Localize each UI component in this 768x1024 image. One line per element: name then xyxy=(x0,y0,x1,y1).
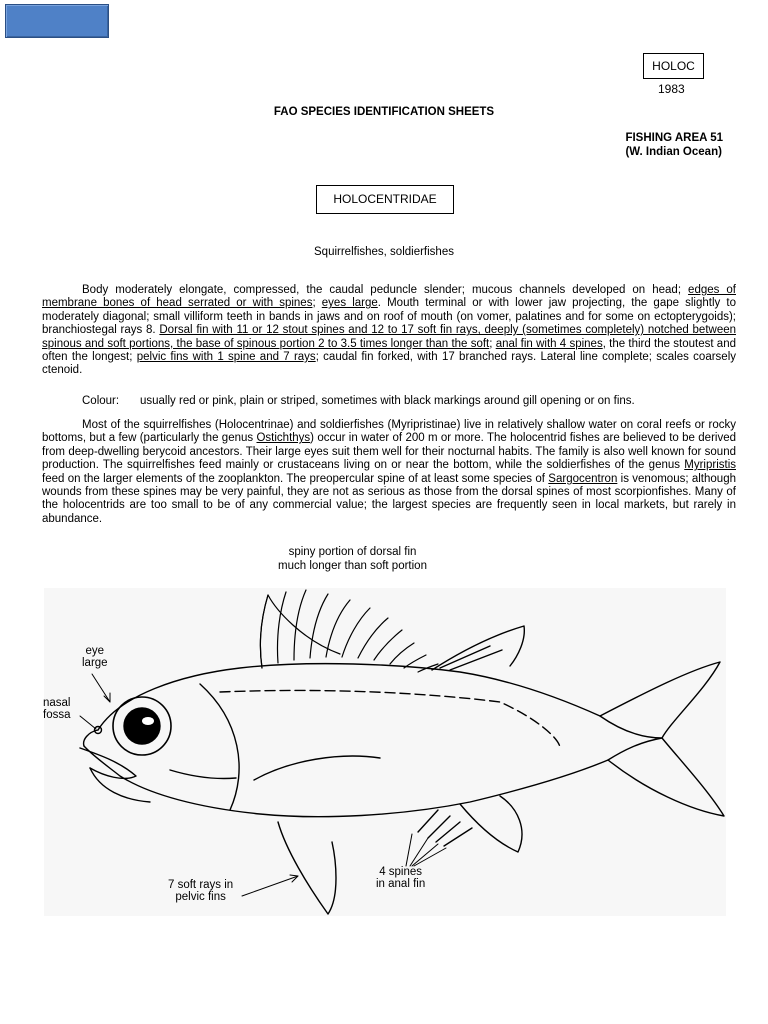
figure-caption-line: spiny portion of dorsal fin xyxy=(288,546,417,558)
description-text: Body moderately elongate, compressed, the caudal peduncle slender; mucous channels developed on head; xyxy=(82,284,689,296)
label-line: large xyxy=(82,657,108,669)
habits-text: Most of the squirrelfishes (Holocentrinae) and soldierfishes (Myripristinae) live in relatively shallow water on coral reefs or rocky bottoms, but a few (particularly the genus xyxy=(42,419,736,445)
common-names: Squirrelfishes, soldierfishes xyxy=(314,246,454,258)
colour-line xyxy=(82,395,635,407)
habits-text: feed on the larger elements of the zooplankton. The preopercular spine of at least some species of xyxy=(42,472,549,485)
key-feature-dorsal-fin: Dorsal fin with 11 or 12 stout spines and 12 to 17 soft fin rays, deeply (sometimes completely) notched between spinous and soft portions, the base of spinous portion 2 to 3.5 times longer than the soft xyxy=(42,324,737,350)
key-feature-anal-fin: anal fin with 4 spines xyxy=(495,337,603,350)
genus-sargocentron: Sargocentron xyxy=(548,472,618,485)
key-feature-head-spines: edges of membrane bones of head serrated or with spines xyxy=(42,284,736,310)
sheet-code-box: HOLOC xyxy=(643,53,704,79)
description-text: , the third the stoutest and often the longest; xyxy=(42,337,736,364)
colour-label: Colour: xyxy=(82,395,120,407)
fishing-area-region: (W. Indian Ocean) xyxy=(625,146,722,158)
description-paragraph xyxy=(42,284,736,378)
description-text: ; xyxy=(489,337,496,350)
label-line: 4 spines xyxy=(379,866,423,878)
genus-myripristis: Myripristis xyxy=(684,459,736,472)
label-line: eye xyxy=(85,645,105,657)
label-pelvic-rays xyxy=(168,879,233,903)
label-line: in anal fin xyxy=(376,878,426,890)
label-line: nasal xyxy=(43,697,71,709)
fishing-area xyxy=(625,131,723,159)
nav-button[interactable] xyxy=(5,4,109,38)
description-text: ; caudal fin forked, with 17 branched rays. Lateral line complete; scales coarsely ctenoid. xyxy=(42,351,736,377)
family-name-box: HOLOCENTRIDAE xyxy=(316,185,454,214)
key-feature-eyes: eyes large xyxy=(321,297,378,310)
label-line: 7 soft rays in xyxy=(168,879,234,891)
habits-text: is venomous; although wounds from these spines may be very painful, they are not as serious as those from the dorsal spines of most scorpionfishes. Many of the holocentrids are too small to be of any commercial value; the largest species are frequently seen in local markets, but rarely in abundance. xyxy=(42,472,736,525)
fishing-area-number: FISHING AREA 51 xyxy=(625,132,723,144)
genus-ostichthys: Ostichthys xyxy=(256,432,311,445)
label-anal-spines xyxy=(376,866,425,890)
description-text: ; xyxy=(312,297,322,310)
sheets-title: FAO SPECIES IDENTIFICATION SHEETS xyxy=(273,106,495,118)
description-text: . Mouth terminal or with lower jaw projecting, the gape slightly to moderately diagonal; small villiform teeth in bands in jaws and on roof of mouth (on vomer, palatines and for some on ectopterygoids); branchiostegal rays 8. xyxy=(42,297,736,337)
label-line: fossa xyxy=(43,709,71,721)
sheet-year: 1983 xyxy=(658,82,685,96)
figure-caption-line: much longer than soft portion xyxy=(278,559,427,572)
figure-caption-dorsal xyxy=(250,546,455,573)
colour-text: usually red or pink, plain or striped, sometimes with black markings around gill opening or on fins. xyxy=(140,395,635,407)
habits-paragraph xyxy=(42,419,736,526)
key-feature-pelvic-fins: pelvic fins with 1 spine and 7 rays xyxy=(136,351,316,364)
label-nasal-fossa xyxy=(43,697,71,721)
habits-text: ) occur in water of 200 m or more. The holocentrid fishes are believed to be derived from deep-dwelling berycoid ancestors. Their large eyes suit them well for their nocturnal habits. The family is also well known for sound production. The squirrelfishes feed mainly or crustaceans living on or near the bottom, while the soldierfishes of the genus xyxy=(42,432,737,472)
label-line: pelvic fins xyxy=(175,891,226,903)
label-eye-large xyxy=(82,645,108,669)
